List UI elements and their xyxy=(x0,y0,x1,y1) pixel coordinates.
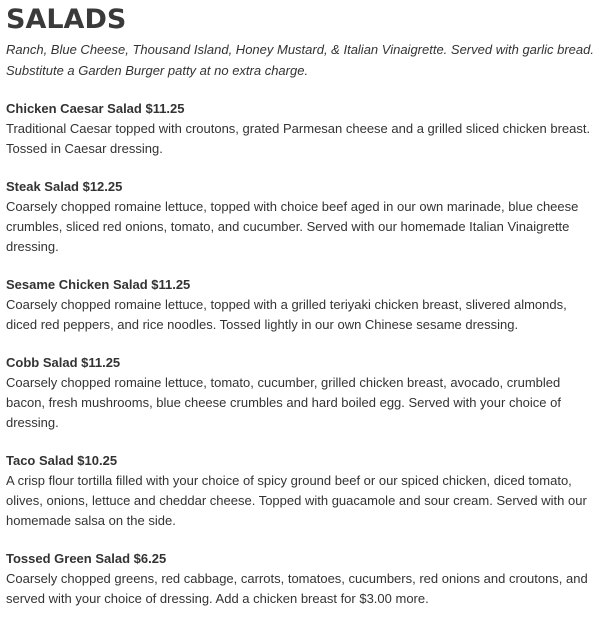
menu-item-title: Chicken Caesar Salad $11.25 xyxy=(6,101,185,116)
menu-item-description: Coarsely chopped romaine lettuce, topped with choice beef aged in our own marinade, blue cheese crumbles, sliced red onions, tomato, and cucumber. Served with our homemade Italian Vinaigrette dressing. xyxy=(6,199,579,254)
menu-item xyxy=(6,275,594,335)
menu-item xyxy=(6,353,594,433)
menu-item xyxy=(6,177,594,257)
menu-item-description: Coarsely chopped romaine lettuce, topped with a grilled teriyaki chicken breast, slivered almonds, diced red peppers, and rice noodles. Tossed lightly in our own Chinese sesame dressing. xyxy=(6,297,567,332)
menu-item-description: A crisp flour tortilla filled with your choice of spicy ground beef or our spiced chicken, diced tomato, olives, onions, lettuce and cheddar cheese. Topped with guacamole and sour cream. Served with our homemade salsa on the side. xyxy=(6,473,587,528)
menu-item xyxy=(6,451,594,531)
menu-item-description: Coarsely chopped romaine lettuce, tomato, cucumber, grilled chicken breast, avocado, crumbled bacon, fresh mushrooms, blue cheese crumbles and hard boiled egg. Served with your choice of dressing. xyxy=(6,375,561,430)
menu-item-title: Cobb Salad $11.25 xyxy=(6,355,121,370)
menu-item xyxy=(6,549,594,609)
menu-item-title: Sesame Chicken Salad $11.25 xyxy=(6,277,191,292)
menu-item xyxy=(6,99,594,159)
menu-item-description: Coarsely chopped greens, red cabbage, carrots, tomatoes, cucumbers, red onions and croutons, and served with your choice of dressing. Add a chicken breast for $3.00 more. xyxy=(6,571,588,606)
section-intro: Ranch, Blue Cheese, Thousand Island, Honey Mustard, & Italian Vinaigrette. Served with garlic bread. Substitute a Garden Burger patty at no extra charge. xyxy=(6,42,594,78)
menu-item-title: Tossed Green Salad $6.25 xyxy=(6,551,167,566)
menu-item-description: Traditional Caesar topped with croutons, grated Parmesan cheese and a grilled sliced chicken breast. Tossed in Caesar dressing. xyxy=(6,121,591,156)
menu-item-title: Taco Salad $10.25 xyxy=(6,453,118,468)
menu-item-title: Steak Salad $12.25 xyxy=(6,179,123,194)
section-title: SALADS xyxy=(6,4,127,35)
